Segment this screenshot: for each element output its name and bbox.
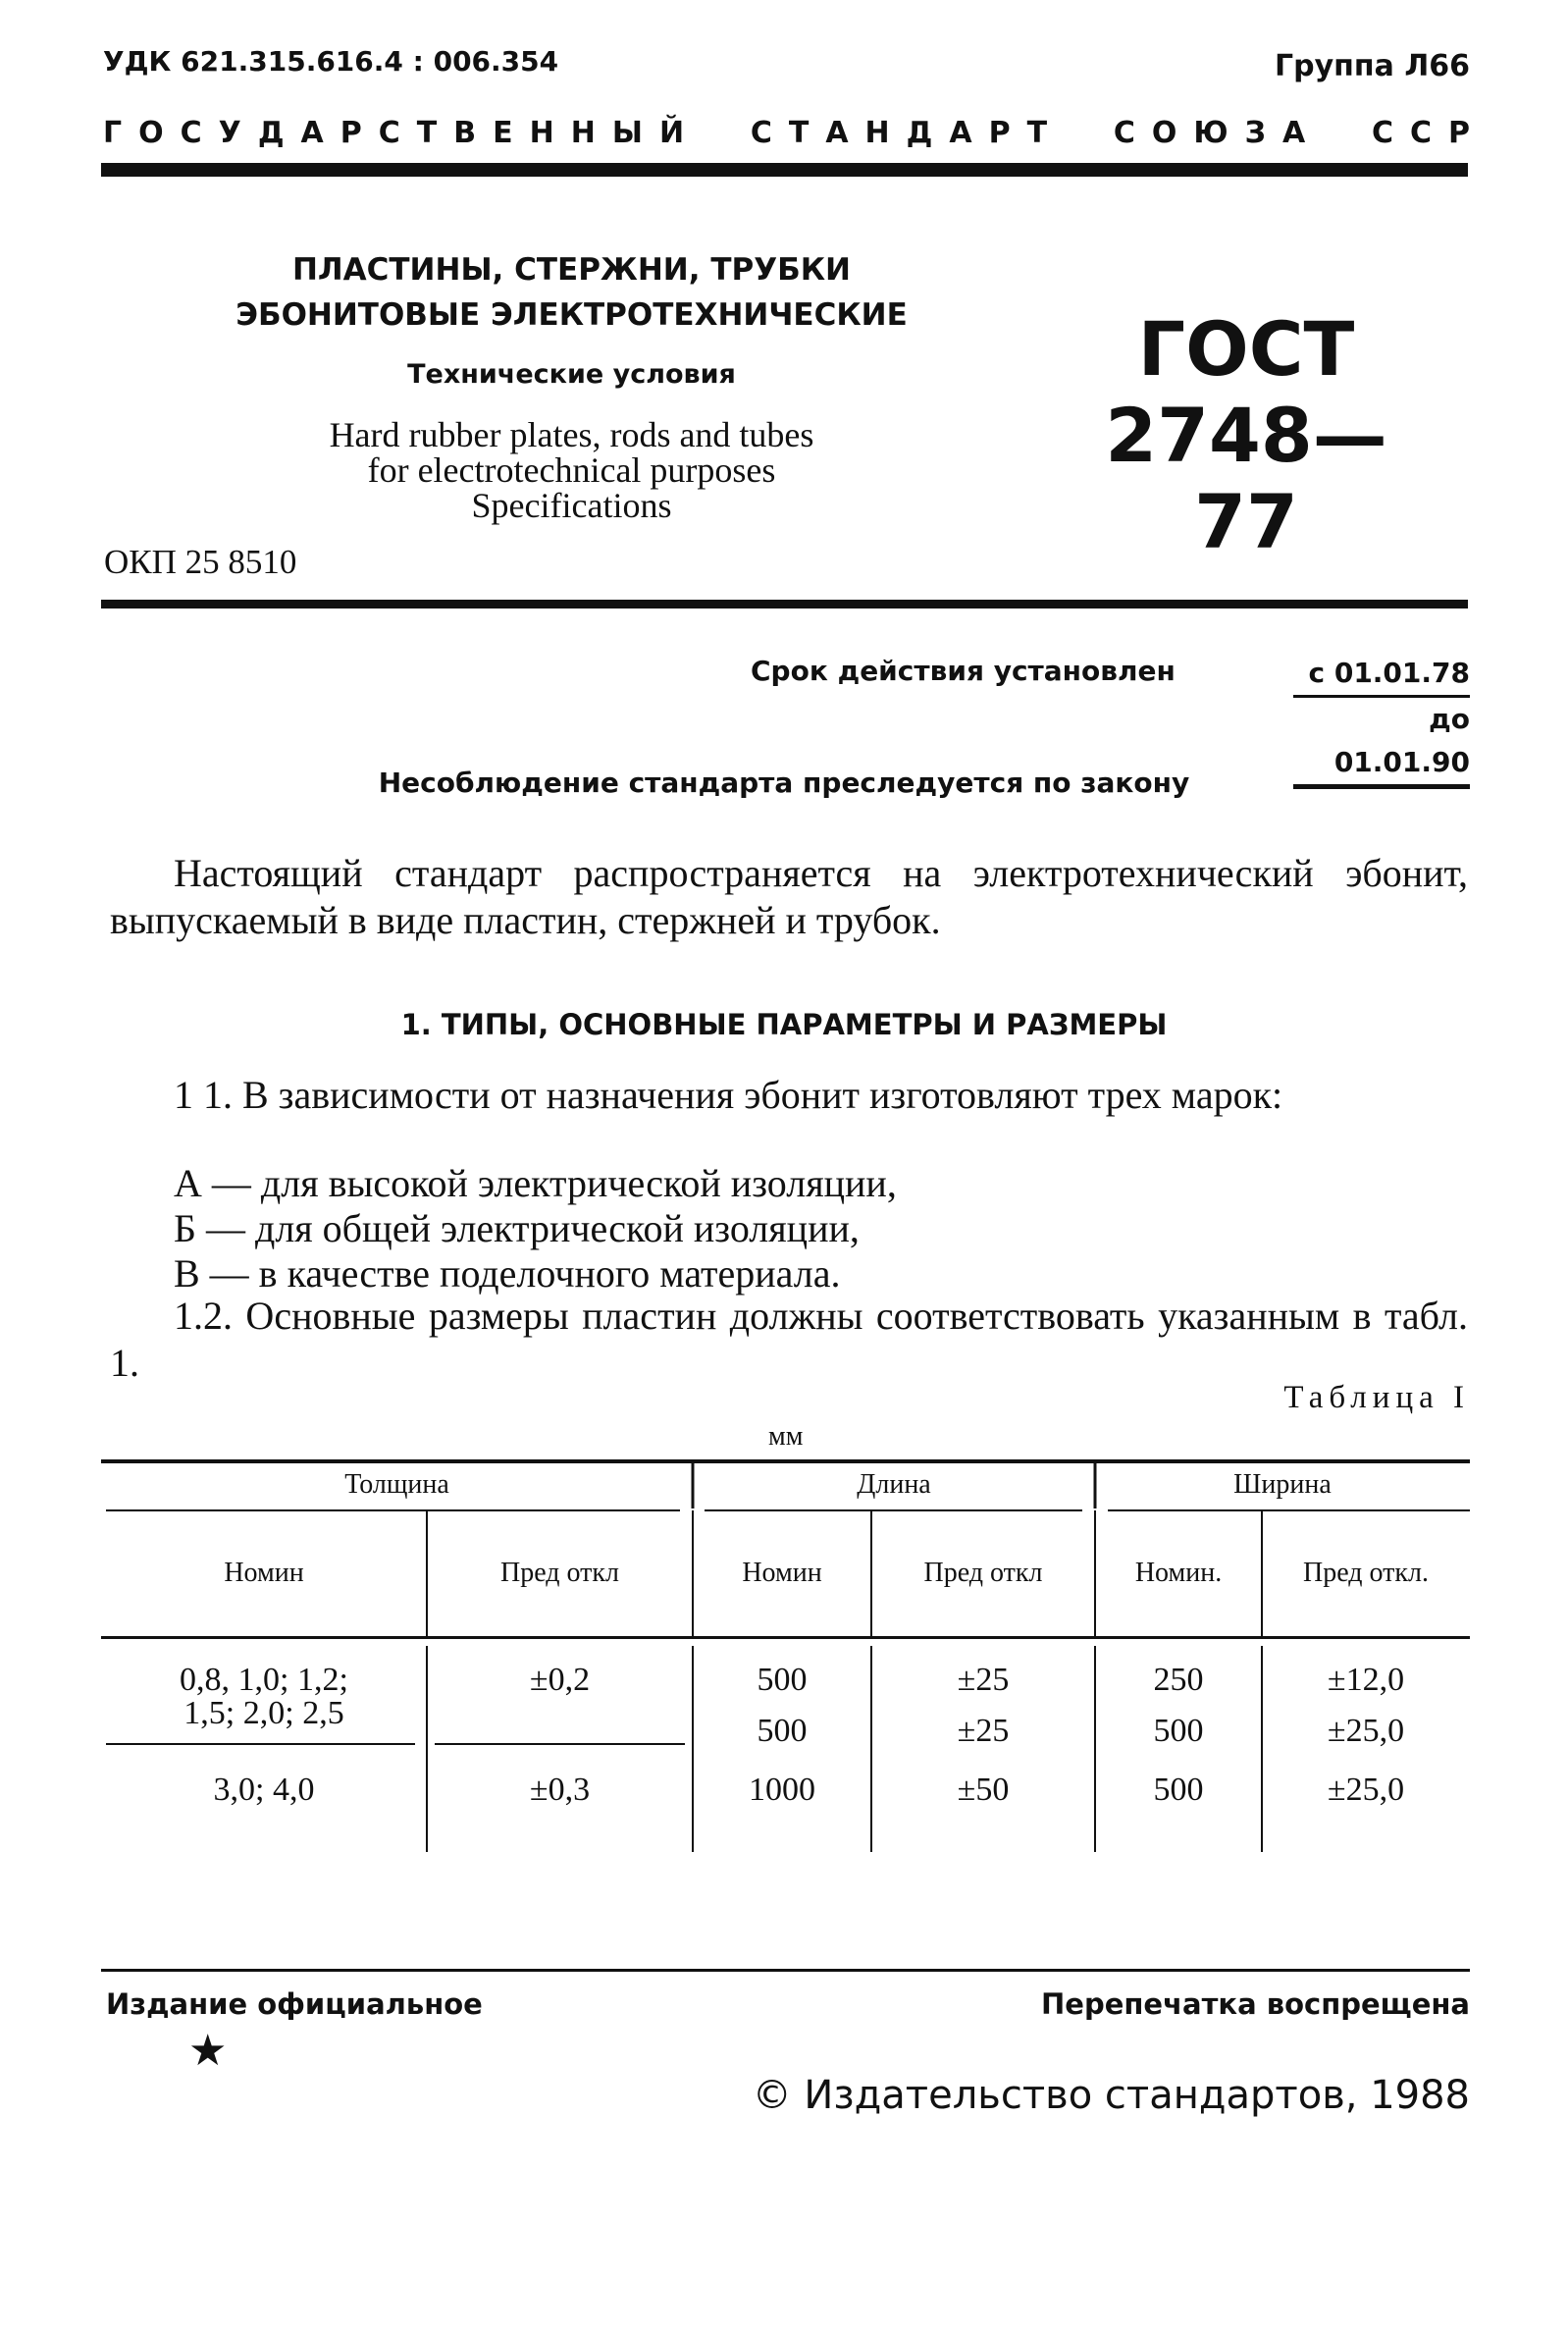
- cell-length-dev-1: ±25: [957, 1662, 1010, 1698]
- state-standard-banner: [103, 116, 1470, 150]
- cell-length-dev-2: ±25: [957, 1713, 1010, 1749]
- legal-warning: Несоблюдение стандарта преследуется по закону: [378, 767, 1190, 799]
- cell-thickness-nom-1: [101, 1664, 427, 1730]
- list-item-a: А — для высокой электрической изоляции,: [174, 1161, 897, 1205]
- cell-width-dev-3: ±25,0: [1327, 1772, 1405, 1808]
- subheader-length-dev: Пред откл: [923, 1558, 1043, 1588]
- title-rule: [101, 600, 1468, 608]
- validity-from: с 01.01.78: [1293, 652, 1470, 698]
- cell-length-nom-1: 500: [757, 1662, 808, 1698]
- cell-thickness-dev-1: ±0,2: [529, 1662, 591, 1698]
- section-1-heading: 1. ТИПЫ, ОСНОВНЫЕ ПАРАМЕТРЫ И РАЗМЕРЫ: [400, 1008, 1168, 1041]
- table-caption: Таблица I: [1283, 1380, 1470, 1415]
- cell-thickness-nom-3: 3,0; 4,0: [213, 1772, 315, 1808]
- cell-width-dev-2: ±25,0: [1327, 1713, 1405, 1749]
- clause-1-1: 1 1. В зависимости от назначения эбонит изготовляют трех марок:: [174, 1073, 1283, 1117]
- state-word-3: С О Ю З А: [1113, 116, 1306, 150]
- cell-length-nom-2: 500: [757, 1713, 808, 1749]
- dimensions-table: [101, 1459, 1470, 1852]
- cell-thickness-dev-3: ±0,3: [529, 1772, 591, 1808]
- table-unit: мм: [768, 1421, 804, 1452]
- cell-length-nom-3: 1000: [749, 1772, 815, 1808]
- group-code: Группа Л66: [1275, 49, 1470, 83]
- english-title: [235, 417, 908, 523]
- english-title-line-2: for electrotechnical purposes: [367, 450, 776, 490]
- subheader-thickness-nom: Номин: [224, 1558, 304, 1588]
- english-title-line-1: Hard rubber plates, rods and tubes: [329, 415, 814, 454]
- list-item-b: Б — для общей электрической изоляции,: [174, 1206, 860, 1250]
- reprint-notice: Перепечатка воспрещена: [1041, 1987, 1470, 2021]
- state-word-1: Г О С У Д А Р С Т В Е Н Н Ы Й: [103, 116, 685, 150]
- state-word-2: С Т А Н Д А Р Т: [750, 116, 1048, 150]
- english-title-line-3: Specifications: [471, 486, 672, 525]
- table-top-rule: [101, 1459, 1470, 1463]
- title-subtitle: Технические условия: [407, 359, 736, 390]
- title-line-2: ЭБОНИТОВЫЕ ЭЛЕКТРОТЕХНИЧЕСКИЕ: [235, 297, 908, 333]
- group-thickness: Толщина: [344, 1469, 449, 1500]
- title-block: [235, 247, 908, 523]
- official-edition: Издание официальное: [106, 1987, 483, 2021]
- validity-label: Срок действия установлен: [751, 655, 1176, 687]
- cell-width-nom-2: 500: [1153, 1713, 1204, 1749]
- cell-thickness-nom-1-line-1: 0,8, 1,0; 1,2;: [180, 1662, 348, 1698]
- subheader-length-nom: Номин: [742, 1558, 822, 1588]
- state-word-4: С С Р: [1371, 116, 1470, 150]
- validity-to: до 01.01.90: [1293, 698, 1470, 789]
- title-line-1: ПЛАСТИНЫ, СТЕРЖНИ, ТРУБКИ: [291, 252, 852, 288]
- publisher-copyright: © Издательство стандартов, 1988: [752, 2073, 1470, 2118]
- star-icon: ★: [188, 2027, 228, 2075]
- gost-label: ГОСТ: [1137, 305, 1355, 393]
- okp-code: ОКП 25 8510: [104, 543, 297, 581]
- cell-width-nom-1: 250: [1153, 1662, 1204, 1698]
- footer-rule: [101, 1969, 1470, 1972]
- subheader-width-nom: Номин.: [1134, 1558, 1223, 1588]
- header-rule: [101, 163, 1468, 177]
- gost-number: 2748—77: [1105, 392, 1387, 565]
- cell-thickness-nom-1-line-2: 1,5; 2,0; 2,5: [183, 1695, 344, 1731]
- cell-width-dev-1: ±12,0: [1327, 1662, 1405, 1698]
- intro-paragraph: Настоящий стандарт распространяется на электротехнический эбонит, выпускаемый в виде пластин, стержней и трубок.: [110, 851, 1468, 942]
- group-length: Длина: [857, 1469, 931, 1500]
- cell-width-nom-3: 500: [1153, 1772, 1204, 1808]
- list-item-v: В — в качестве поделочного материала.: [174, 1251, 841, 1296]
- header-bottom-rule: [101, 1636, 1470, 1639]
- subheader-thickness-dev: Пред откл: [500, 1558, 619, 1588]
- udk-code: УДК 621.315.616.4 : 006.354: [103, 45, 559, 78]
- clause-1-2: 1.2. Основные размеры пластин должны соответствовать указанным в табл. 1.: [110, 1294, 1468, 1385]
- subheader-width-dev: Пред откл.: [1303, 1558, 1429, 1588]
- cell-length-dev-3: ±50: [957, 1772, 1010, 1808]
- gost-designation: [1079, 306, 1413, 565]
- group-width: Ширина: [1233, 1469, 1332, 1500]
